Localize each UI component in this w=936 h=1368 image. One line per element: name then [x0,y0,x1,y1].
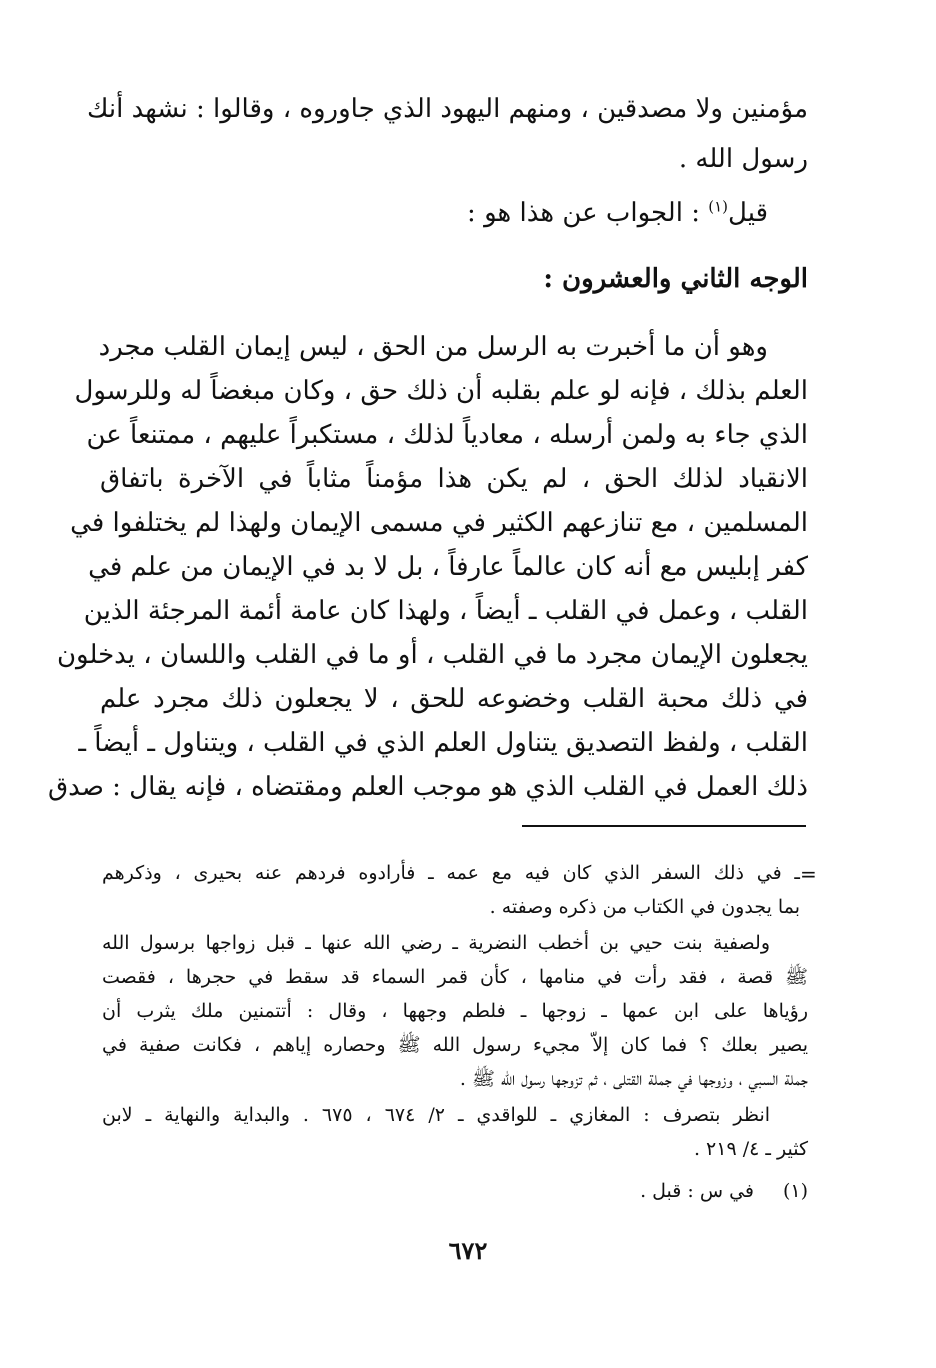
footnote-line-4: ﷺ قصة ، فقد رأت في منامها ، كأن قمر السماء قد سقط في حجرها ، فقصت [102,966,808,988]
paragraph-line-3: الذي جاء به ولمن أرسله ، معادياً لذلك ، مستكبراً عليهم ، ممتنعاً عن [86,420,808,450]
footnote-continuation-mark: = [800,862,817,886]
paragraph-line-10: القلب ، ولفظ التصديق يتناول العلم الذي في القلب ، ويتناول ـ أيضاً ـ [78,728,808,758]
footnote-ref-1: (١) [708,197,729,216]
section-heading: الوجه الثاني والعشرون : [543,264,808,294]
paragraph-line-11: ذلك العمل في القلب الذي هو موجب العلم ومقتضاه ، فإنه يقال : صدق [48,772,808,802]
footnote-line-2: بما يجدون في الكتاب من ذكره وصفته . [489,896,800,918]
paragraph-line-9: في ذلك محبة القلب وخضوعه للحق ، لا يجعلون ذلك مجرد علم [100,684,808,714]
footnote-line-1: ـ في ذلك السفر الذي كان فيه مع عمه ـ فأرادوه فردهم عنه بحيرى ، وذكرهم [102,862,800,884]
footnote-line-7: جملة السبي ، وزوجها في جملة القتلى ، ثم تزوجها رسول الله ﷺ . [459,1068,808,1090]
qil-rest: : الجواب عن هذا هو : [467,198,709,228]
paragraph-line-5: المسلمين ، مع تنازعهم الكثير في مسمى الإيمان ولهذا لم يختلفوا في [70,508,808,538]
paragraph-line-2: العلم بذلك ، فإنه لو علم بقلبه أن ذلك حق ، وكان مبغضاً له وللرسول [74,376,808,406]
footnote-1-number: (١) [782,1180,808,1202]
paragraph-line-1: وهو أن ما أخبرت به الرسل من الحق ، ليس إيمان القلب مجرد [98,332,768,362]
qil-word: قيل [728,198,768,228]
paragraph-line-6: كفر إبليس مع أنه كان عالماً عارفاً ، بل لا بد في الإيمان من علم في [88,552,808,582]
paragraph-line-7: القلب ، وعمل في القلب ـ أيضاً ، ولهذا كان عامة أئمة المرجئة الذين [83,596,808,626]
paragraph-line-4: الانقياد لذلك الحق ، لم يكن هذا مؤمناً مثاباً في الآخرة باتفاق [100,464,808,494]
footnote-separator [522,825,806,827]
body-line-1: مؤمنين ولا مصدقين ، ومنهم اليهود الذي جاوروه ، وقالوا : نشهد أنك [86,94,808,124]
page-number: ٦٧٢ [448,1236,488,1265]
paragraph-line-8: يجعلون الإيمان مجرد ما في القلب ، أو ما في القلب واللسان ، يدخلون [56,640,808,670]
footnote-line-8: انظر بتصرف : المغازي ـ للواقدي ـ ٢/ ٦٧٤ ، ٦٧٥ . والبداية والنهاية ـ لابن [102,1104,771,1126]
body-line-2: رسول الله . [678,144,808,174]
footnote-line-9: كثير ـ ٤/ ٢١٩ . [693,1138,808,1160]
footnote-line-3: ولصفية بنت حيي بن أخطب النضرية ـ رضي الله عنها ـ قبل زواجها برسول الله [102,932,770,954]
footnote-line-6: يصير بعلك ؟ فما كان إلاّ مجيء رسول الله ﷺ وحصاره إياهم ، فكانت صفية في [102,1034,808,1056]
footnote-line-5: رؤياها على ابن عمها ـ زوجها ـ فلطم وجهها ، وقال : أتتمنين ملك يثرب أن [102,1000,808,1022]
qil-line [467,196,768,230]
footnote-1-text: في س : قبل . [640,1180,754,1202]
